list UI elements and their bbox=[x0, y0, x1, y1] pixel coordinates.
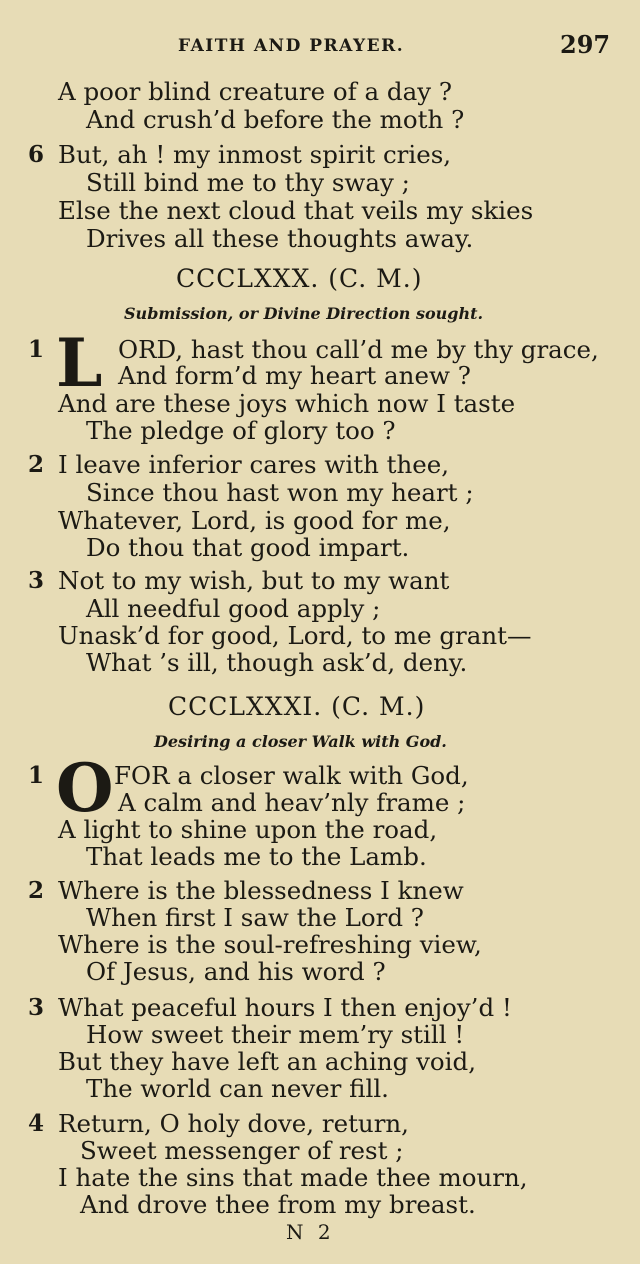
verse-line: Since thou hast won my heart ; bbox=[86, 478, 474, 507]
stanza-number: 1 bbox=[28, 336, 45, 363]
verse-line: Unask’d for good, Lord, to me grant— bbox=[58, 621, 532, 650]
verse-line: Where is the blessedness I knew bbox=[58, 876, 464, 905]
verse-line: Drives all these thoughts away. bbox=[86, 224, 474, 253]
verse-line: A poor blind creature of a day ? bbox=[58, 77, 452, 106]
verse-line: Not to my wish, but to my want bbox=[58, 566, 450, 595]
hymn-subtitle: Submission, or Divine Direction sought. bbox=[124, 304, 484, 323]
verse-line: Else the next cloud that veils my skies bbox=[58, 196, 534, 225]
stanza-number: 3 bbox=[28, 994, 45, 1021]
verse-line: Still bind me to thy sway ; bbox=[86, 168, 410, 197]
verse-line: How sweet their mem’ry still ! bbox=[86, 1020, 465, 1049]
verse-line: And crush’d before the moth ? bbox=[86, 105, 465, 134]
verse-line: What peaceful hours I then enjoy’d ! bbox=[58, 993, 512, 1022]
verse-line: But they have left an aching void, bbox=[58, 1047, 476, 1076]
verse-line: And drove thee from my breast. bbox=[80, 1190, 476, 1219]
verse-line: FOR a closer walk with God, bbox=[114, 761, 469, 790]
signature-mark: N 2 bbox=[286, 1220, 335, 1244]
verse-line: Sweet messenger of rest ; bbox=[80, 1136, 404, 1165]
verse-line: A calm and heav’nly frame ; bbox=[118, 788, 466, 817]
verse-line: A light to shine upon the road, bbox=[58, 815, 438, 844]
verse-line: And are these joys which now I taste bbox=[58, 389, 516, 418]
stanza-number: 2 bbox=[28, 451, 45, 478]
hymn-title: CCCLXXX. (C. M.) bbox=[176, 264, 423, 293]
verse-line: Where is the soul-refreshing view, bbox=[58, 930, 482, 959]
page-number: 297 bbox=[560, 30, 611, 59]
verse-line: Of Jesus, and his word ? bbox=[86, 957, 386, 986]
verse-line: I leave inferior cares with thee, bbox=[58, 450, 450, 479]
verse-line: That leads me to the Lamb. bbox=[86, 842, 427, 871]
stanza-number: 6 bbox=[28, 141, 45, 168]
verse-line: But, ah ! my inmost spirit cries, bbox=[58, 140, 452, 169]
verse-line: Whatever, Lord, is good for me, bbox=[58, 506, 451, 535]
hymn-title: CCCLXXXI. (C. M.) bbox=[168, 692, 426, 721]
verse-line: The pledge of glory too ? bbox=[86, 416, 396, 445]
stanza-number: 4 bbox=[28, 1110, 45, 1137]
running-title: FAITH AND PRAYER. bbox=[178, 36, 405, 56]
verse-line: I hate the sins that made thee mourn, bbox=[58, 1163, 528, 1192]
drop-cap: O bbox=[56, 749, 114, 827]
verse-line: Do thou that good impart. bbox=[86, 533, 410, 562]
drop-cap: L bbox=[56, 324, 103, 402]
stanza-number: 3 bbox=[28, 567, 45, 594]
verse-line: What ’s ill, though ask’d, deny. bbox=[86, 648, 468, 677]
stanza-number: 1 bbox=[28, 762, 45, 789]
verse-line: Return, O holy dove, return, bbox=[58, 1109, 409, 1138]
verse-line: When first I saw the Lord ? bbox=[86, 903, 424, 932]
verse-line: ORD, hast thou call’d me by thy grace, bbox=[118, 335, 599, 364]
verse-line: All needful good apply ; bbox=[86, 594, 381, 623]
hymn-subtitle: Desiring a closer Walk with God. bbox=[154, 732, 447, 751]
verse-line: And form’d my heart anew ? bbox=[118, 361, 471, 390]
page-header bbox=[0, 30, 640, 66]
verse-line: The world can never fill. bbox=[86, 1074, 389, 1103]
stanza-number: 2 bbox=[28, 877, 45, 904]
